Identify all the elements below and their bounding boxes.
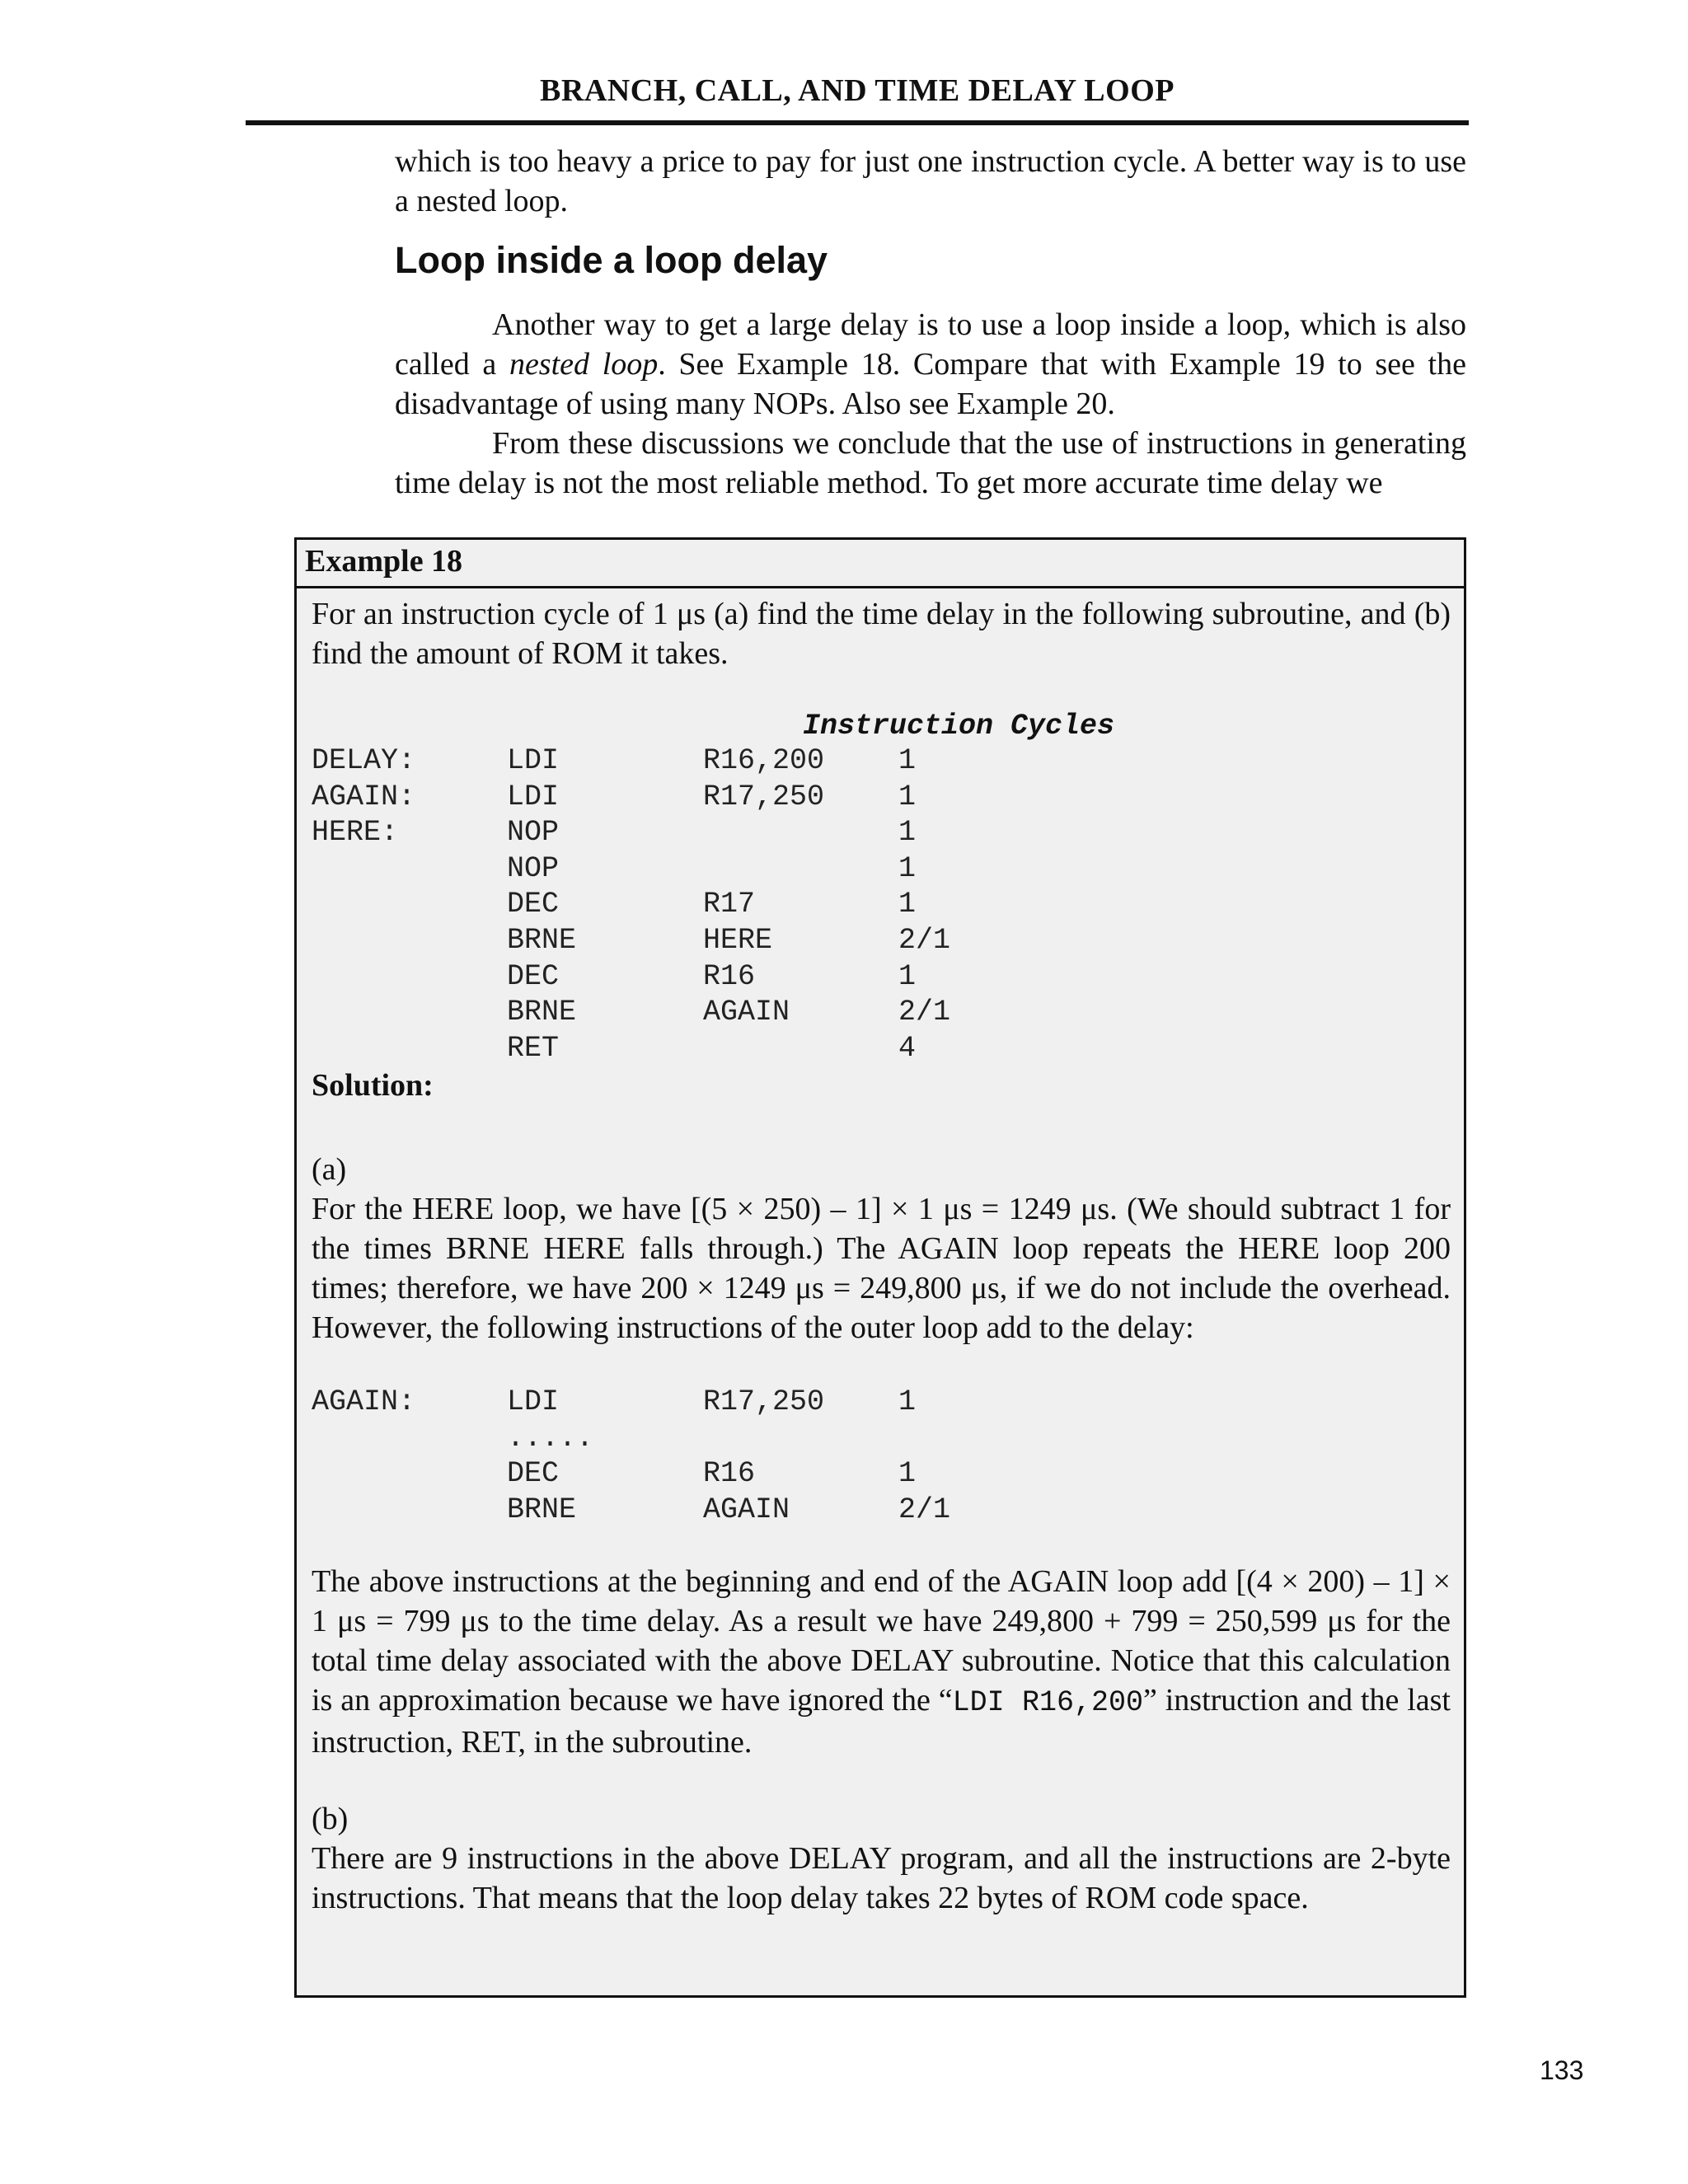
- solution-label: Solution:: [312, 1068, 434, 1103]
- code-opcode: BRNE: [507, 1493, 577, 1526]
- code-cycles: 2/1: [898, 924, 951, 957]
- code-line: [297, 996, 1451, 1032]
- code-operand: R16,200: [703, 744, 825, 777]
- code-operand: AGAIN: [703, 1493, 790, 1526]
- example-title-bar: [297, 540, 1464, 588]
- part-a-label: (a): [312, 1152, 347, 1187]
- part-b-text: There are 9 instructions in the above DELAY program, and all the instructions are 2-byte instructions. That means that the loop delay takes 22 bytes of ROM code space.: [312, 1841, 1451, 1915]
- code-opcode: LDI: [507, 780, 560, 813]
- code-line: [297, 816, 1451, 852]
- code-label: AGAIN:: [312, 1385, 416, 1418]
- code-opcode: NOP: [507, 816, 560, 850]
- code-cycles: 4: [898, 1031, 917, 1065]
- code-cycles: 1: [898, 959, 917, 993]
- code-cycles: 1: [898, 744, 917, 777]
- code-label: HERE:: [312, 816, 399, 850]
- code-opcode: DEC: [507, 959, 560, 993]
- example-box: [294, 537, 1466, 1998]
- header-rule: [246, 120, 1469, 125]
- code-operand: HERE: [703, 924, 773, 957]
- example-title: Example 18: [305, 544, 463, 579]
- code-opcode: BRNE: [507, 924, 577, 957]
- code-line: [297, 1385, 1451, 1422]
- code-line: [297, 1032, 1451, 1068]
- code-line: [297, 924, 1451, 960]
- code-label: AGAIN:: [312, 780, 416, 813]
- code-opcode: .....: [507, 1421, 594, 1455]
- section-paragraph-1: [395, 305, 1466, 424]
- code-cycles: 1: [898, 1385, 917, 1418]
- code-cycles: 1: [898, 851, 917, 885]
- p1-text-after: . See Example 18. Compare that with Example 19 to see the disadvantage of using many NOPs. Also see Example 20.: [395, 347, 1466, 421]
- code-cycles: 2/1: [898, 996, 951, 1029]
- code-opcode: DEC: [507, 1457, 560, 1491]
- para2-text-after: ” instruction and the last instruction, RET, in the subroutine.: [312, 1683, 1451, 1760]
- code-cycles: 1: [898, 888, 917, 921]
- part-a-conclusion: [312, 1562, 1451, 1762]
- code-operand: R16: [703, 959, 756, 993]
- code-opcode: LDI: [507, 744, 560, 777]
- code-line: [297, 888, 1451, 924]
- code-cycles: 2/1: [898, 1493, 951, 1526]
- code-line: [297, 1493, 1451, 1530]
- part-a-text: For the HERE loop, we have [(5 × 250) – 1] × 1 μs = 1249 μs. (We should subtract 1 for the times BRNE HERE falls through.) The AGAIN loop repeats the HERE loop 200 times; therefore, we have 200 × 1249 μs = 249,800 μs, if we do not include the overhead. However, the following instructions of the outer loop add to the delay:: [312, 1192, 1451, 1345]
- code-line: [297, 852, 1451, 888]
- code-cycles: 1: [898, 1457, 917, 1491]
- code-opcode: DEC: [507, 888, 560, 921]
- page-number: 133: [1540, 2055, 1584, 2085]
- code-operand: R17,250: [703, 1385, 825, 1418]
- code-line: [297, 1457, 1451, 1493]
- p1-text-before: Another way to get a large delay is to use a loop inside a loop, which is also called a: [395, 307, 1466, 382]
- intro-paragraph: which is too heavy a price to pay for just one instruction cycle. A better way is to use a nested loop.: [395, 144, 1466, 218]
- instruction-cycles-header: Instruction Cycles: [803, 710, 1115, 743]
- code-line: [297, 960, 1451, 996]
- section-paragraph-2: From these discussions we conclude that the use of instructions in generating time delay is not the most reliable method. To get more accurate time delay we: [395, 426, 1466, 500]
- code-opcode: RET: [507, 1031, 560, 1065]
- p1-italic-term: nested loop: [509, 347, 659, 382]
- code-line: [297, 1422, 1451, 1458]
- code-operand: R17: [703, 888, 756, 921]
- section-heading: Loop inside a loop delay: [395, 239, 828, 281]
- code-line: [297, 780, 1451, 817]
- para2-text-before: The above instructions at the beginning and end of the AGAIN loop add [(4 × 200) – 1] × 1 μs = 799 μs to the time delay. As a result we have 249,800 + 799 = 250,599 μs for the total time delay associated with the above DELAY subroutine. Notice that this calculation is an approximation because we have ignored the “: [312, 1564, 1451, 1718]
- code-label: DELAY:: [312, 744, 416, 777]
- example-question: For an instruction cycle of 1 μs (a) find the time delay in the following subroutine, and (b) find the amount of ROM it takes.: [312, 597, 1451, 671]
- code-cycles: 1: [898, 780, 917, 813]
- code-operand: R17,250: [703, 780, 825, 813]
- code-line: [297, 744, 1451, 780]
- part-b-label: (b): [312, 1802, 349, 1836]
- running-header: BRANCH, CALL, AND TIME DELAY LOOP: [540, 73, 1175, 108]
- code-opcode: NOP: [507, 851, 560, 885]
- code-operand: AGAIN: [703, 996, 790, 1029]
- code-opcode: BRNE: [507, 996, 577, 1029]
- code-cycles: 1: [898, 816, 917, 850]
- code-operand: R16: [703, 1457, 756, 1491]
- inline-code: LDI R16,200: [952, 1686, 1143, 1719]
- code-opcode: LDI: [507, 1385, 560, 1418]
